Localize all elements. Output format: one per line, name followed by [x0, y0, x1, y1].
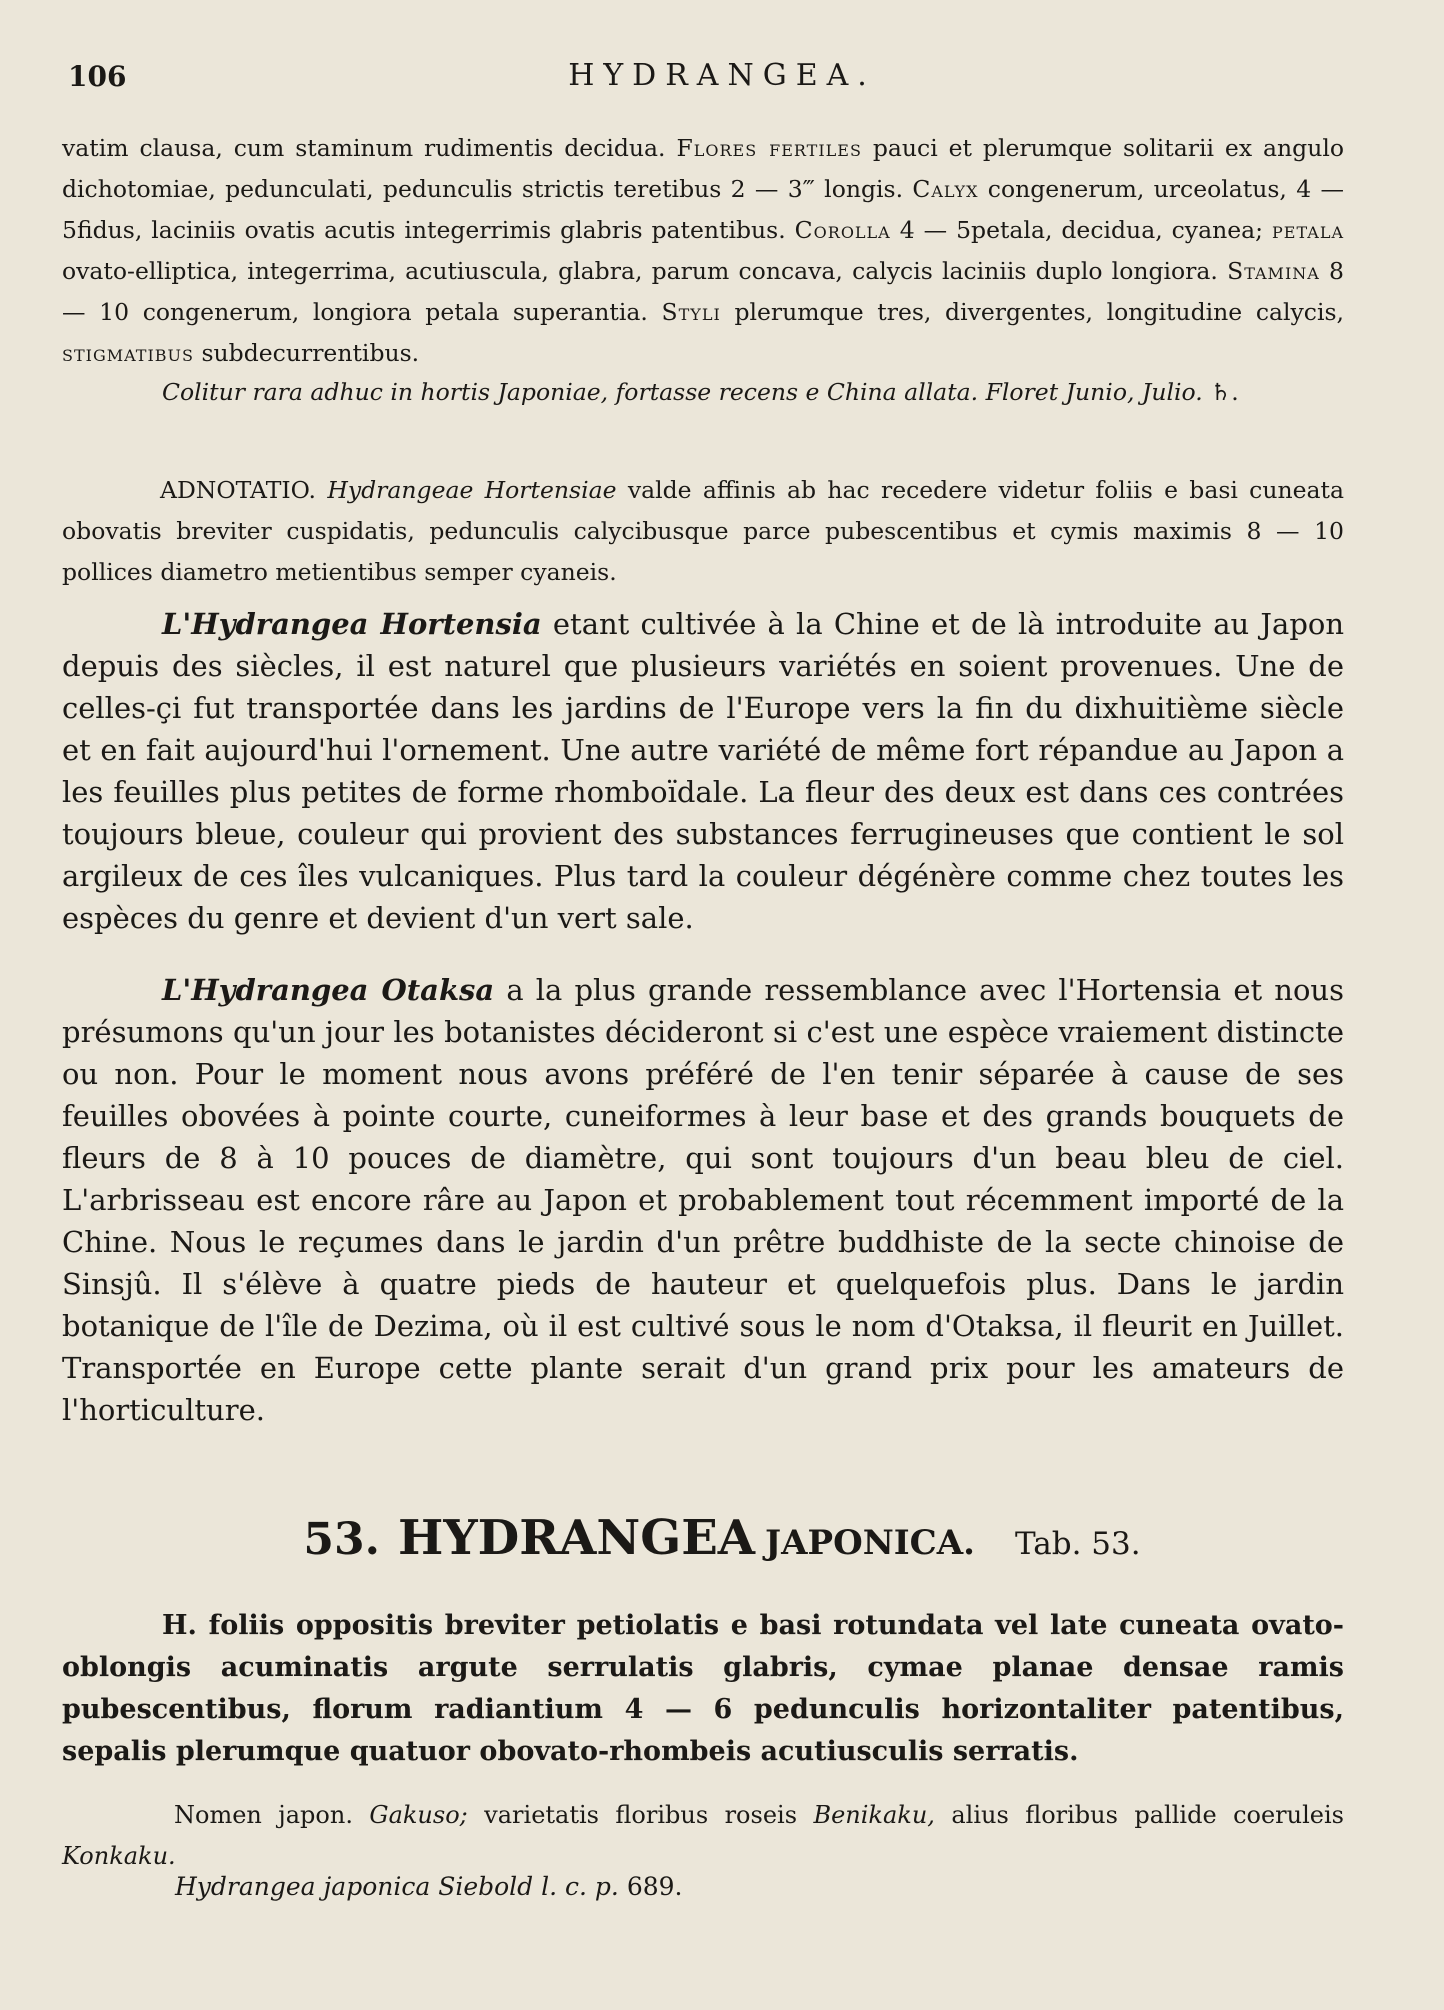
name-gakuso: Gakuso; [369, 1801, 468, 1829]
term-flores-fertiles: Flores fertiles [676, 134, 862, 162]
species-name-otaksa: L'Hydrangea Otaksa [162, 973, 495, 1007]
adnotatio-paragraph: ADNOTATIO. Hydrangeae Hortensiae valde affinis ab hac recedere videtur foliis e basi cuneata obovatis breviter cuspidatis, pedunculis calycibusque parce pubescentibus et cymis maximis 8 — 10 pollices diametro metientibus semper cyaneis. [62, 476, 1344, 586]
species-genus: HYDRANGEA [397, 1510, 756, 1566]
literature-citation: Hydrangea japonica Siebold l. c. p. 689. [175, 1872, 683, 1901]
term-petala: petala [1272, 216, 1344, 244]
species-name-hortensia: L'Hydrangea Hortensia [162, 607, 542, 641]
french-paragraph-hortensia: L'Hydrangea Hortensia etant cultivée à la Chine et de là introduite au Japon depuis des siècles, il est naturel que plusieurs variétés en soient provenues. Une de celles-çi fut transportée dans les jardins de l'Europe vers la fin du dixhuitième siècle et en fait aujourd'hui l'ornement. Une autre variété de même fort répandue au Japon a les feuilles plus petites de forme rhomboïdale. La fleur des deux est dans ces contrées toujours bleue, couleur qui provient des substances ferrugineuses que contient le sol argileux de ces îles vulcaniques. Plus tard la couleur dégénère comme chez toutes les espèces du genre et devient d'un vert sale. [62, 607, 1345, 935]
running-title: HYDRANGEA. [568, 58, 876, 93]
term-corolla: Corolla [794, 216, 891, 244]
species-heading [0, 1510, 1444, 1566]
french-paragraph-otaksa: L'Hydrangea Otaksa a la plus grande ressemblance avec l'Hortensia et nous présumons qu'un jour les botanistes décideront si c'est une espèce vraiement distincte ou non. Pour le moment nous avons préféré de l'en tenir séparée à cause de ses feuilles obovées à pointe courte, cuneiformes à leur base et des grands bouquets de fleurs de 8 à 10 pouces de diamètre, qui sont toujours d'un beau bleu de ciel. L'arbrisseau est encore râre au Japon et probablement tout récemment importé de la Chine. Nous le reçumes dans le jardin d'un prêtre buddhiste de la secte chinoise de Sinsjû. Il s'élève à quatre pieds de hauteur et quelquefois plus. Dans le jardin botanique de l'île de Dezima, où il est cultivé sous le nom d'Otaksa, il fleurit en Juillet. Transportée en Europe cette plante serait d'un grand prix pour les amateurs de l'horticulture. [62, 973, 1344, 1427]
page-number: 106 [68, 60, 127, 93]
adnotatio-label: ADNOTATIO. [160, 476, 317, 504]
name-konkaku: Konkaku. [62, 1842, 176, 1870]
cultivation-note: Colitur rara adhuc in hortis Japoniae, fortasse recens e China allata. Floret Junio, Julio. ♄. [162, 378, 1239, 406]
term-calyx: Calyx [912, 175, 979, 203]
diagnosis-paragraph: H. foliis oppositis breviter petiolatis e basi rotundata vel late cuneata ovato-oblongis acuminatis argute serrulatis glabris, cymae planae densae ramis pubescentibus, florum radiantium 4 — 6 pedunculis horizontaliter patentibus, sepalis plerumque quatuor obovato-rhombeis acutiusculis serratis. [62, 1610, 1344, 1767]
term-stamina: Stamina [1227, 257, 1320, 285]
species-number: 53. [303, 1514, 380, 1565]
plate-reference: Tab. 53. [1014, 1526, 1141, 1562]
term-stigmatibus: stigmatibus [62, 339, 194, 367]
term-styli: Styli [661, 298, 721, 326]
shrub-symbol: ♄. [1210, 378, 1239, 406]
description-paragraph: vatim clausa, cum staminum rudimentis decidua. Flores fertiles pauci et plerumque solitarii ex angulo dichotomiae, pedunculati, pedunculis strictis teretibus 2 — 3‴ longis. Calyx congenerum, urceolatus, 4 — 5fidus, laciniis ovatis acutis integerrimis glabris patentibus. Corolla 4 — 5petala, decidua, cyanea; petala ovato-elliptica, integerrima, acutiuscula, glabra, parum concava, calycis laciniis duplo longiora. Stamina 8 — 10 congenerum, longiora petala superantia. Styli plerumque tres, divergentes, longitudine calycis, stigmatibus subdecurrentibus. [62, 134, 1344, 367]
japanese-names: Nomen japon. Gakuso; varietatis floribus roseis Benikaku, alius floribus pallide coeruleis Konkaku. [62, 1801, 1344, 1870]
name-benikaku: Benikaku, [813, 1801, 935, 1829]
species-epithet: JAPONICA. [765, 1523, 975, 1563]
species-reference: Hydrangeae Hortensiae [327, 476, 617, 504]
